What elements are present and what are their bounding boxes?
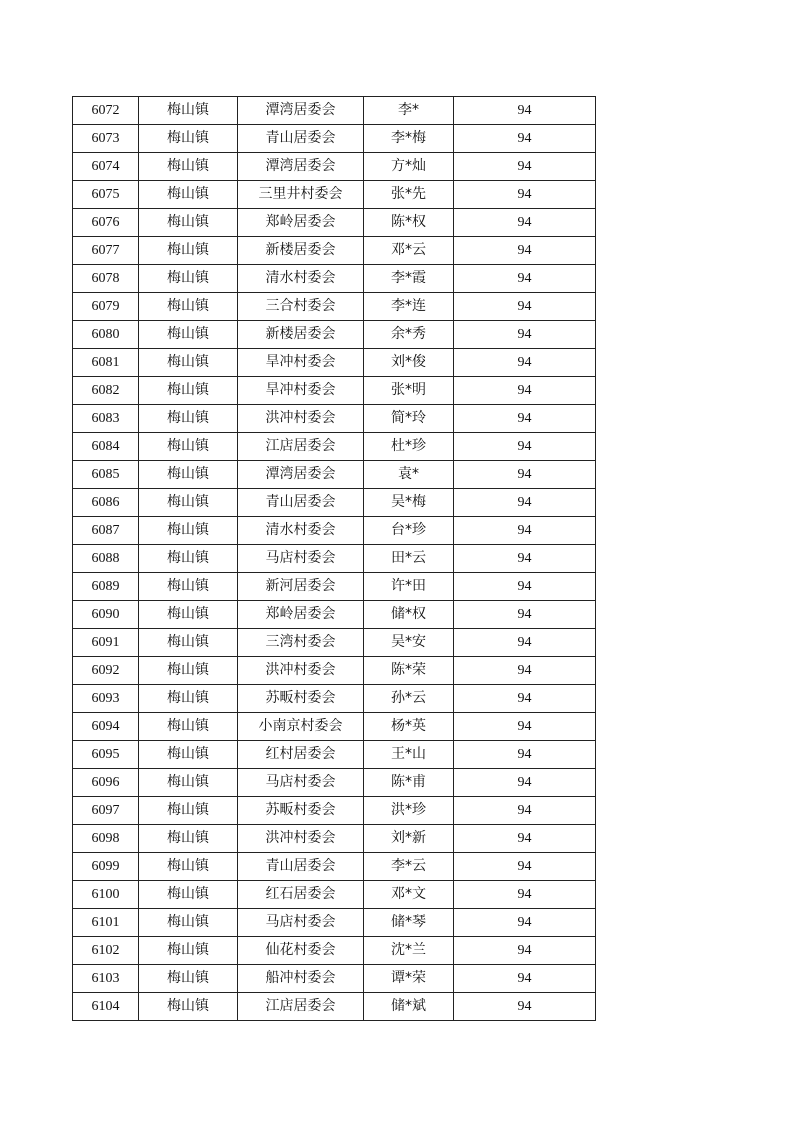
town-cell: 梅山镇	[139, 321, 238, 349]
committee-cell: 船冲村委会	[238, 965, 364, 993]
committee-cell: 青山居委会	[238, 125, 364, 153]
person-name-cell: 袁*	[364, 461, 454, 489]
committee-cell: 旱冲村委会	[238, 349, 364, 377]
table-row	[73, 825, 596, 853]
table-row	[73, 405, 596, 433]
score-cell: 94	[454, 881, 596, 909]
committee-cell: 旱冲村委会	[238, 377, 364, 405]
record-id-cell: 6090	[73, 601, 139, 629]
record-id-cell: 6072	[73, 97, 139, 125]
town-cell: 梅山镇	[139, 629, 238, 657]
record-id-cell: 6096	[73, 769, 139, 797]
record-id-cell: 6101	[73, 909, 139, 937]
committee-cell: 苏畈村委会	[238, 685, 364, 713]
town-cell: 梅山镇	[139, 937, 238, 965]
table-row	[73, 853, 596, 881]
committee-cell: 青山居委会	[238, 489, 364, 517]
person-name-cell: 刘*俊	[364, 349, 454, 377]
score-cell: 94	[454, 713, 596, 741]
town-cell: 梅山镇	[139, 769, 238, 797]
committee-cell: 三湾村委会	[238, 629, 364, 657]
table-row	[73, 97, 596, 125]
person-name-cell: 吴*安	[364, 629, 454, 657]
committee-cell: 清水村委会	[238, 265, 364, 293]
town-cell: 梅山镇	[139, 797, 238, 825]
table-row	[73, 965, 596, 993]
person-name-cell: 储*权	[364, 601, 454, 629]
committee-cell: 青山居委会	[238, 853, 364, 881]
person-name-cell: 邓*云	[364, 237, 454, 265]
committee-cell: 江店居委会	[238, 993, 364, 1021]
table-row	[73, 125, 596, 153]
town-cell: 梅山镇	[139, 573, 238, 601]
committee-cell: 郑岭居委会	[238, 601, 364, 629]
table-row	[73, 657, 596, 685]
committee-cell: 新楼居委会	[238, 237, 364, 265]
score-cell: 94	[454, 209, 596, 237]
record-id-cell: 6089	[73, 573, 139, 601]
town-cell: 梅山镇	[139, 489, 238, 517]
record-id-cell: 6088	[73, 545, 139, 573]
person-name-cell: 李*	[364, 97, 454, 125]
person-name-cell: 杨*英	[364, 713, 454, 741]
person-name-cell: 张*先	[364, 181, 454, 209]
town-cell: 梅山镇	[139, 237, 238, 265]
table-row	[73, 881, 596, 909]
score-cell: 94	[454, 461, 596, 489]
person-name-cell: 李*梅	[364, 125, 454, 153]
record-id-cell: 6082	[73, 377, 139, 405]
town-cell: 梅山镇	[139, 405, 238, 433]
person-name-cell: 杜*珍	[364, 433, 454, 461]
record-id-cell: 6083	[73, 405, 139, 433]
score-cell: 94	[454, 153, 596, 181]
town-cell: 梅山镇	[139, 909, 238, 937]
score-cell: 94	[454, 937, 596, 965]
score-cell: 94	[454, 545, 596, 573]
score-cell: 94	[454, 769, 596, 797]
record-id-cell: 6086	[73, 489, 139, 517]
committee-cell: 小南京村委会	[238, 713, 364, 741]
committee-cell: 马店村委会	[238, 909, 364, 937]
score-cell: 94	[454, 377, 596, 405]
table-row	[73, 489, 596, 517]
committee-cell: 三里井村委会	[238, 181, 364, 209]
record-id-cell: 6080	[73, 321, 139, 349]
person-name-cell: 陈*荣	[364, 657, 454, 685]
record-id-cell: 6085	[73, 461, 139, 489]
table-row	[73, 321, 596, 349]
score-cell: 94	[454, 797, 596, 825]
table-row	[73, 993, 596, 1021]
committee-cell: 马店村委会	[238, 545, 364, 573]
score-cell: 94	[454, 909, 596, 937]
committee-cell: 清水村委会	[238, 517, 364, 545]
person-name-cell: 储*琴	[364, 909, 454, 937]
town-cell: 梅山镇	[139, 461, 238, 489]
committee-cell: 洪冲村委会	[238, 657, 364, 685]
committee-cell: 新河居委会	[238, 573, 364, 601]
record-id-cell: 6078	[73, 265, 139, 293]
committee-cell: 潭湾居委会	[238, 461, 364, 489]
record-id-cell: 6075	[73, 181, 139, 209]
record-id-cell: 6104	[73, 993, 139, 1021]
committee-cell: 红石居委会	[238, 881, 364, 909]
town-cell: 梅山镇	[139, 433, 238, 461]
table-row	[73, 797, 596, 825]
person-name-cell: 刘*新	[364, 825, 454, 853]
person-name-cell: 许*田	[364, 573, 454, 601]
record-id-cell: 6073	[73, 125, 139, 153]
committee-cell: 红村居委会	[238, 741, 364, 769]
person-name-cell: 陈*权	[364, 209, 454, 237]
table-row	[73, 209, 596, 237]
town-cell: 梅山镇	[139, 657, 238, 685]
town-cell: 梅山镇	[139, 713, 238, 741]
person-name-cell: 孙*云	[364, 685, 454, 713]
table-row	[73, 937, 596, 965]
record-id-cell: 6094	[73, 713, 139, 741]
record-id-cell: 6079	[73, 293, 139, 321]
score-cell: 94	[454, 993, 596, 1021]
town-cell: 梅山镇	[139, 153, 238, 181]
record-id-cell: 6074	[73, 153, 139, 181]
table-row	[73, 769, 596, 797]
score-cell: 94	[454, 321, 596, 349]
score-cell: 94	[454, 489, 596, 517]
person-name-cell: 李*连	[364, 293, 454, 321]
committee-cell: 三合村委会	[238, 293, 364, 321]
committee-cell: 新楼居委会	[238, 321, 364, 349]
person-name-cell: 邓*文	[364, 881, 454, 909]
town-cell: 梅山镇	[139, 881, 238, 909]
score-cell: 94	[454, 97, 596, 125]
record-id-cell: 6077	[73, 237, 139, 265]
town-cell: 梅山镇	[139, 377, 238, 405]
record-id-cell: 6103	[73, 965, 139, 993]
score-cell: 94	[454, 965, 596, 993]
person-name-cell: 方*灿	[364, 153, 454, 181]
score-cell: 94	[454, 349, 596, 377]
person-name-cell: 王*山	[364, 741, 454, 769]
table-row	[73, 545, 596, 573]
committee-cell: 郑岭居委会	[238, 209, 364, 237]
committee-cell: 潭湾居委会	[238, 153, 364, 181]
committee-cell: 苏畈村委会	[238, 797, 364, 825]
records-table	[72, 96, 596, 1021]
committee-cell: 江店居委会	[238, 433, 364, 461]
person-name-cell: 余*秀	[364, 321, 454, 349]
score-cell: 94	[454, 125, 596, 153]
town-cell: 梅山镇	[139, 209, 238, 237]
record-id-cell: 6099	[73, 853, 139, 881]
person-name-cell: 李*云	[364, 853, 454, 881]
town-cell: 梅山镇	[139, 97, 238, 125]
town-cell: 梅山镇	[139, 965, 238, 993]
score-cell: 94	[454, 657, 596, 685]
score-cell: 94	[454, 853, 596, 881]
score-cell: 94	[454, 629, 596, 657]
table-row	[73, 685, 596, 713]
table-row	[73, 265, 596, 293]
committee-cell: 仙花村委会	[238, 937, 364, 965]
table-row	[73, 461, 596, 489]
record-id-cell: 6087	[73, 517, 139, 545]
table-row	[73, 349, 596, 377]
records-table-body	[73, 97, 596, 1021]
committee-cell: 洪冲村委会	[238, 405, 364, 433]
record-id-cell: 6091	[73, 629, 139, 657]
committee-cell: 洪冲村委会	[238, 825, 364, 853]
score-cell: 94	[454, 265, 596, 293]
table-row	[73, 629, 596, 657]
person-name-cell: 洪*珍	[364, 797, 454, 825]
person-name-cell: 田*云	[364, 545, 454, 573]
table-row	[73, 237, 596, 265]
town-cell: 梅山镇	[139, 265, 238, 293]
person-name-cell: 沈*兰	[364, 937, 454, 965]
table-row	[73, 713, 596, 741]
score-cell: 94	[454, 293, 596, 321]
town-cell: 梅山镇	[139, 517, 238, 545]
table-row	[73, 601, 596, 629]
person-name-cell: 台*珍	[364, 517, 454, 545]
town-cell: 梅山镇	[139, 853, 238, 881]
town-cell: 梅山镇	[139, 741, 238, 769]
score-cell: 94	[454, 405, 596, 433]
table-row	[73, 433, 596, 461]
score-cell: 94	[454, 573, 596, 601]
town-cell: 梅山镇	[139, 293, 238, 321]
record-id-cell: 6095	[73, 741, 139, 769]
score-cell: 94	[454, 685, 596, 713]
town-cell: 梅山镇	[139, 993, 238, 1021]
town-cell: 梅山镇	[139, 349, 238, 377]
record-id-cell: 6093	[73, 685, 139, 713]
score-cell: 94	[454, 181, 596, 209]
score-cell: 94	[454, 825, 596, 853]
town-cell: 梅山镇	[139, 601, 238, 629]
table-row	[73, 153, 596, 181]
table-row	[73, 377, 596, 405]
table-row	[73, 909, 596, 937]
record-id-cell: 6084	[73, 433, 139, 461]
town-cell: 梅山镇	[139, 685, 238, 713]
record-id-cell: 6092	[73, 657, 139, 685]
town-cell: 梅山镇	[139, 825, 238, 853]
person-name-cell: 储*斌	[364, 993, 454, 1021]
person-name-cell: 吴*梅	[364, 489, 454, 517]
record-id-cell: 6098	[73, 825, 139, 853]
record-id-cell: 6076	[73, 209, 139, 237]
score-cell: 94	[454, 741, 596, 769]
record-id-cell: 6100	[73, 881, 139, 909]
town-cell: 梅山镇	[139, 545, 238, 573]
record-id-cell: 6097	[73, 797, 139, 825]
committee-cell: 潭湾居委会	[238, 97, 364, 125]
table-row	[73, 293, 596, 321]
table-row	[73, 181, 596, 209]
person-name-cell: 谭*荣	[364, 965, 454, 993]
table-row	[73, 517, 596, 545]
record-id-cell: 6081	[73, 349, 139, 377]
person-name-cell: 简*玲	[364, 405, 454, 433]
score-cell: 94	[454, 601, 596, 629]
person-name-cell: 陈*甫	[364, 769, 454, 797]
table-row	[73, 573, 596, 601]
record-id-cell: 6102	[73, 937, 139, 965]
table-row	[73, 741, 596, 769]
score-cell: 94	[454, 237, 596, 265]
town-cell: 梅山镇	[139, 125, 238, 153]
score-cell: 94	[454, 433, 596, 461]
committee-cell: 马店村委会	[238, 769, 364, 797]
score-cell: 94	[454, 517, 596, 545]
town-cell: 梅山镇	[139, 181, 238, 209]
person-name-cell: 李*霞	[364, 265, 454, 293]
person-name-cell: 张*明	[364, 377, 454, 405]
